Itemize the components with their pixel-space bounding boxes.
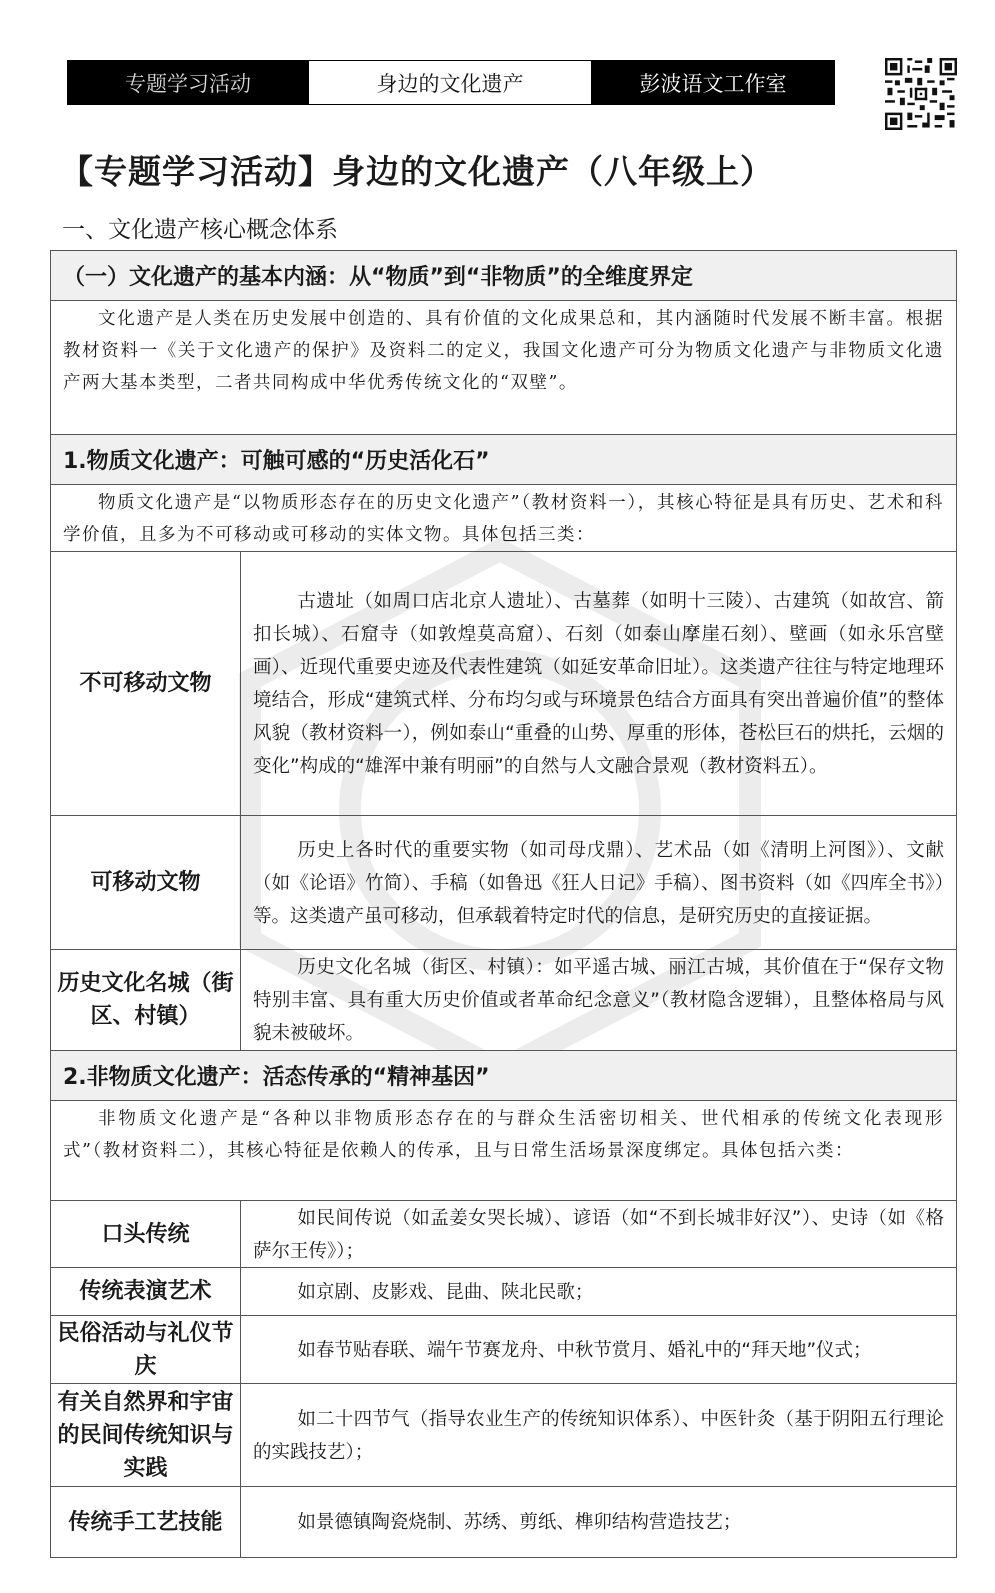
row-label: 传统表演艺术 [51, 1268, 241, 1315]
material-heritage-intro: 物质文化遗产是“以物质形态存在的历史文化遗产”（教材资料一），其核心特征是具有历史、艺术和科学价值，且多为不可移动或可移动的实体文物。具体包括三类： [51, 485, 956, 552]
content-table [50, 250, 957, 1558]
row-label: 口头传统 [51, 1201, 241, 1267]
activity-label: 专题学习活动 [68, 61, 308, 104]
intangible-heritage-heading: 2.非物质文化遗产：活态传承的“精神基因” [51, 1051, 956, 1101]
topic-label: 身边的文化遗产 [308, 61, 592, 104]
table-row [51, 1487, 956, 1557]
row-label: 历史文化名城（街区、村镇） [51, 950, 241, 1050]
section-heading: 一、文化遗产核心概念体系 [62, 217, 338, 243]
row-label: 有关自然界和宇宙的民间传统知识与实践 [51, 1384, 241, 1486]
row-content: 如民间传说（如孟姜女哭长城）、谚语（如“不到长城非好汉”）、史诗（如《格萨尔王传》）； [253, 1207, 944, 1262]
table-row [51, 1268, 956, 1316]
row-content: 如春节贴春联、端午节赛龙舟、中秋节赏月、婚礼中的“拜天地”仪式； [297, 1339, 872, 1361]
subsection-heading: （一）文化遗产的基本内涵：从“物质”到“非物质”的全维度界定 [51, 251, 956, 301]
row-content: 如京剧、皮影戏、昆曲、陕北民歌； [297, 1281, 594, 1303]
row-label: 不可移动文物 [51, 552, 241, 815]
table-row [51, 552, 956, 816]
table-row [51, 1201, 956, 1268]
row-label: 传统手工艺技能 [51, 1487, 241, 1557]
header-bar [67, 60, 835, 105]
studio-label: 彭波语文工作室 [592, 61, 834, 104]
table-row [51, 950, 956, 1051]
row-content: 历史文化名城（街区、村镇）：如平遥古城、丽江古城，其价值在于“保存文物特别丰富、具有重大历史价值或者革命纪念意义”（教材隐含逻辑），且整体格局与风貌未被破坏。 [253, 957, 944, 1044]
row-content: 古遗址（如周口店北京人遗址）、古墓葬（如明十三陵）、古建筑（如故宫、箭扣长城）、石窟寺（如敦煌莫高窟）、石刻（如泰山摩崖石刻）、壁画（如永乐宫壁画）、近现代重要史迹及代表性建筑（如延安革命旧址）。这类遗产往往与特定地理环境结合，形成“建筑式样、分布均匀或与环境景色结合方面具有突出普遍价值”的整体风貌（教材资料一），例如泰山“重叠的山势、厚重的形体，苍松巨石的烘托，云烟的变化”构成的“雄浑中兼有明丽”的自然与人文融合景观（教材资料五）。 [253, 591, 944, 777]
row-content: 如二十四节气（指导农业生产的传统知识体系）、中医针灸（基于阴阳五行理论的实践技艺）； [253, 1408, 944, 1463]
material-heritage-heading: 1.物质文化遗产：可触可感的“历史活化石” [51, 435, 956, 485]
intangible-heritage-intro: 非物质文化遗产是“各种以非物质形态存在的与群众生活密切相关、世代相承的传统文化表现形式”（教材资料二），其核心特征是依赖人的传承，且与日常生活场景深度绑定。具体包括六类： [51, 1101, 956, 1201]
row-content: 历史上各时代的重要实物（如司母戊鼎）、艺术品（如《清明上河图》）、文献（如《论语》竹简）、手稿（如鲁迅《狂人日记》手稿）、图书资料（如《四库全书》）等。这类遗产虽可移动，但承载着特定时代的信息，是研究历史的直接证据。 [253, 839, 944, 927]
qr-code-icon [885, 58, 957, 130]
document-title: 【专题学习活动】身边的文化遗产（八年级上） [60, 152, 774, 191]
row-content: 如景德镇陶瓷烧制、苏绣、剪纸、榫卯结构营造技艺； [297, 1512, 742, 1533]
row-label: 民俗活动与礼仪节庆 [51, 1316, 241, 1383]
table-row [51, 816, 956, 950]
table-row [51, 1316, 956, 1384]
row-label: 可移动文物 [51, 816, 241, 949]
table-row [51, 1384, 956, 1487]
intro-paragraph: 文化遗产是人类在历史发展中创造的、具有价值的文化成果总和，其内涵随时代发展不断丰富。根据教材资料一《关于文化遗产的保护》及资料二的定义，我国文化遗产可分为物质文化遗产与非物质文化遗产两大基本类型，二者共同构成中华优秀传统文化的“双壁”。 [51, 301, 956, 435]
